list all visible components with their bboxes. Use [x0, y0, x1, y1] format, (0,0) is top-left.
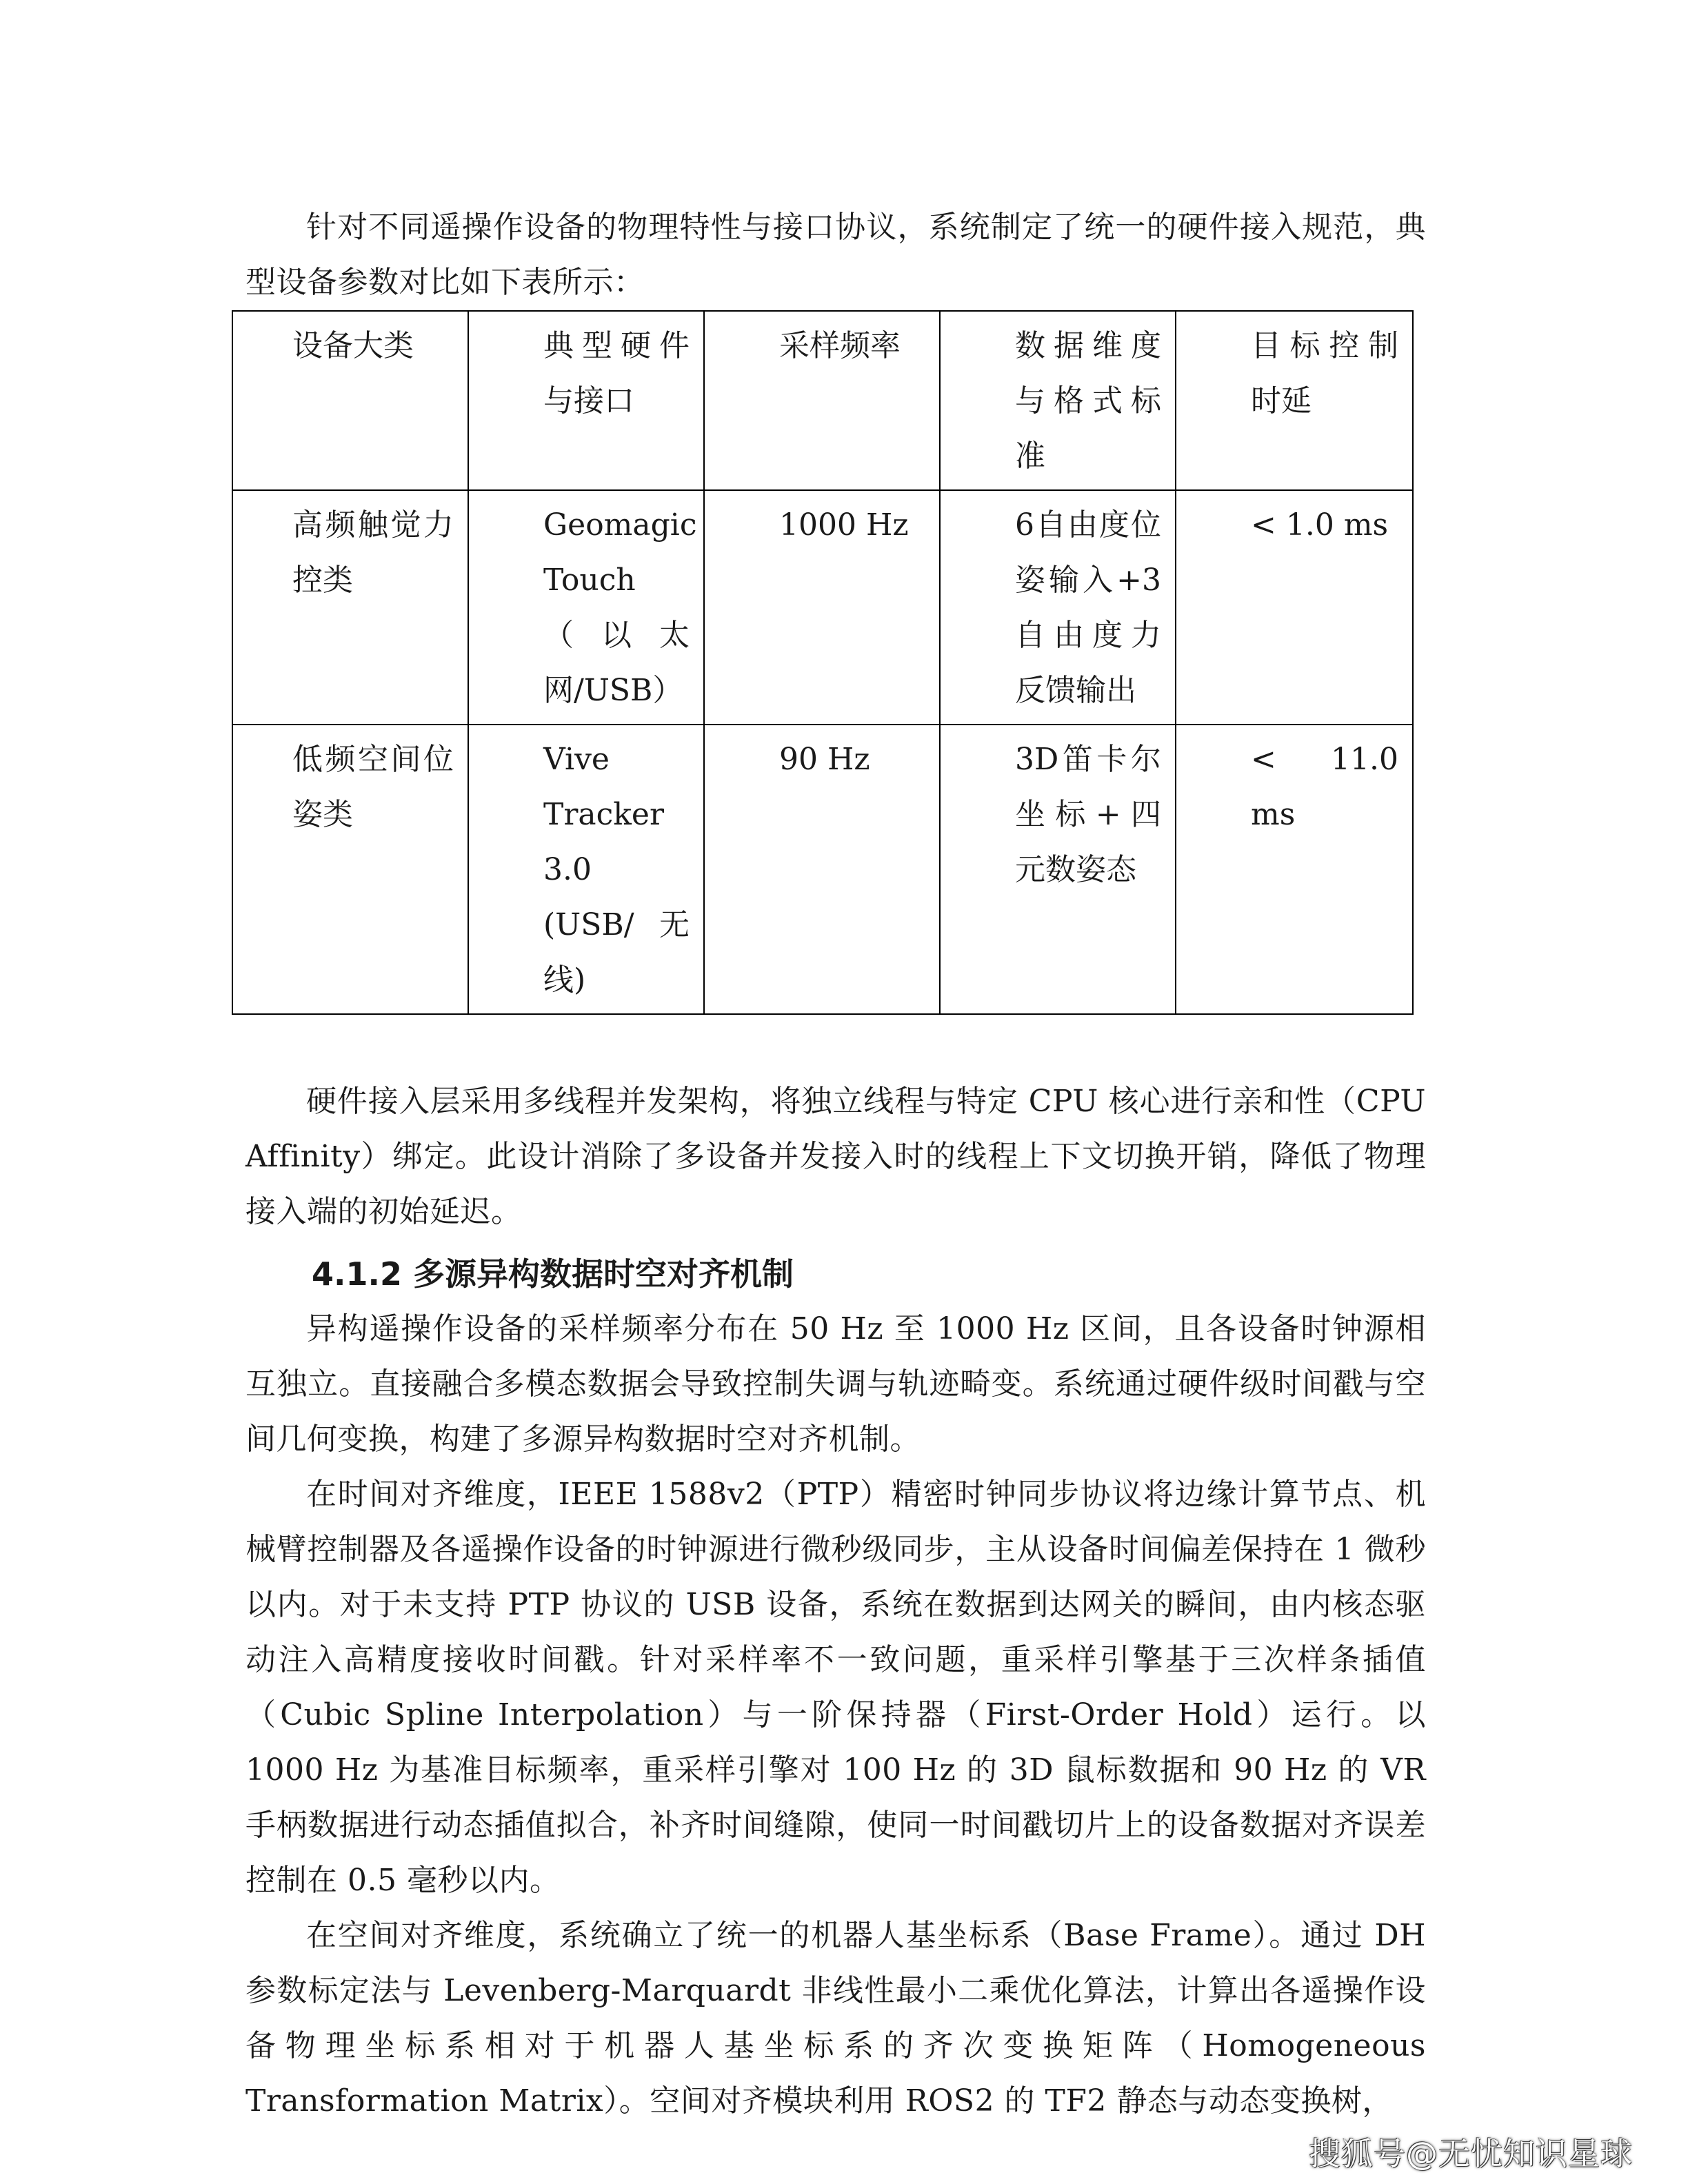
table-header-cell: 设备大类: [232, 311, 468, 490]
table-cell: 90 Hz: [704, 725, 940, 1014]
table-cell: < 11.0 ms: [1176, 725, 1413, 1014]
table-cell: 6自由度位姿输入+3自由度力反馈输出: [940, 490, 1176, 725]
table-header-cell: 数据维度与格式标准: [940, 311, 1176, 490]
section-heading: 4.1.2 多源异构数据时空对齐机制: [312, 1255, 794, 1293]
table-cell: 低频空间位姿类: [232, 725, 468, 1014]
table-cell: 高频触觉力控类: [232, 490, 468, 725]
table-header-cell: 采样频率: [704, 311, 940, 490]
table-header-cell: 目标控制时延: [1176, 311, 1413, 490]
table-cell: Vive Tracker 3.0 (USB/无线): [468, 725, 704, 1014]
table-cell: 1000 Hz: [704, 490, 940, 725]
table-row: [232, 725, 1413, 1014]
body-paragraph: 在空间对齐维度，系统确立了统一的机器人基坐标系（Base Frame）。通过 DH 参数标定法与 Levenberg-Marquardt 非线性最小二乘优化算法，计算出各遥操作设备物理坐标系相对于机器人基坐标系的齐次变换矩阵（Homogeneous Transformation Matrix）。空间对齐模块利用 ROS2 的 TF2 静态与动态变换树，: [245, 1918, 1426, 2119]
intro-paragraph: 针对不同遥操作设备的物理特性与接口协议，系统制定了统一的硬件接入规范，典型设备参数对比如下表所示：: [245, 210, 1426, 300]
table-header-row: [232, 311, 1413, 490]
table-cell: < 1.0 ms: [1176, 490, 1413, 725]
document-page: [245, 200, 1426, 2129]
table-cell: 3D笛卡尔坐标+四元数姿态: [940, 725, 1176, 1014]
table-row: [232, 490, 1413, 725]
body-paragraph: 在时间对齐维度，IEEE 1588v2（PTP）精密时钟同步协议将边缘计算节点、机械臂控制器及各遥操作设备的时钟源进行微秒级同步，主从设备时间偏差保持在 1 微秒以内。对于未支持 PTP 协议的 USB 设备，系统在数据到达网关的瞬间，由内核态驱动注入高精度接收时间戳。针对采样率不一致问题，重采样引擎基于三次样条插值（Cubic Spline Interpolation）与一阶保持器（First-Order Hold）运行。以 1000 Hz 为基准目标频率，重采样引擎对 100 Hz 的 3D 鼠标数据和 90 Hz 的 VR 手柄数据进行动态插值拟合，补齐时间缝隙，使同一时间戳切片上的设备数据对齐误差控制在 0.5 毫秒以内。: [245, 1477, 1426, 1898]
architecture-paragraph: 硬件接入层采用多线程并发架构，将独立线程与特定 CPU 核心进行亲和性（CPU Affinity）绑定。此设计消除了多设备并发接入时的线程上下文切换开销，降低了物理接入端的初始延迟。: [245, 1084, 1426, 1229]
body-paragraph: 异构遥操作设备的采样频率分布在 50 Hz 至 1000 Hz 区间，且各设备时钟源相互独立。直接融合多模态数据会导致控制失调与轨迹畸变。系统通过硬件级时间戳与空间几何变换，构建了多源异构数据时空对齐机制。: [245, 1311, 1426, 1457]
watermark-text: 搜狐号@无忧知识星球: [1309, 2135, 1633, 2172]
device-spec-table: [232, 310, 1414, 1015]
table-cell: Geomagic Touch（以太网/USB）: [468, 490, 704, 725]
table-header-cell: 典型硬件与接口: [468, 311, 704, 490]
